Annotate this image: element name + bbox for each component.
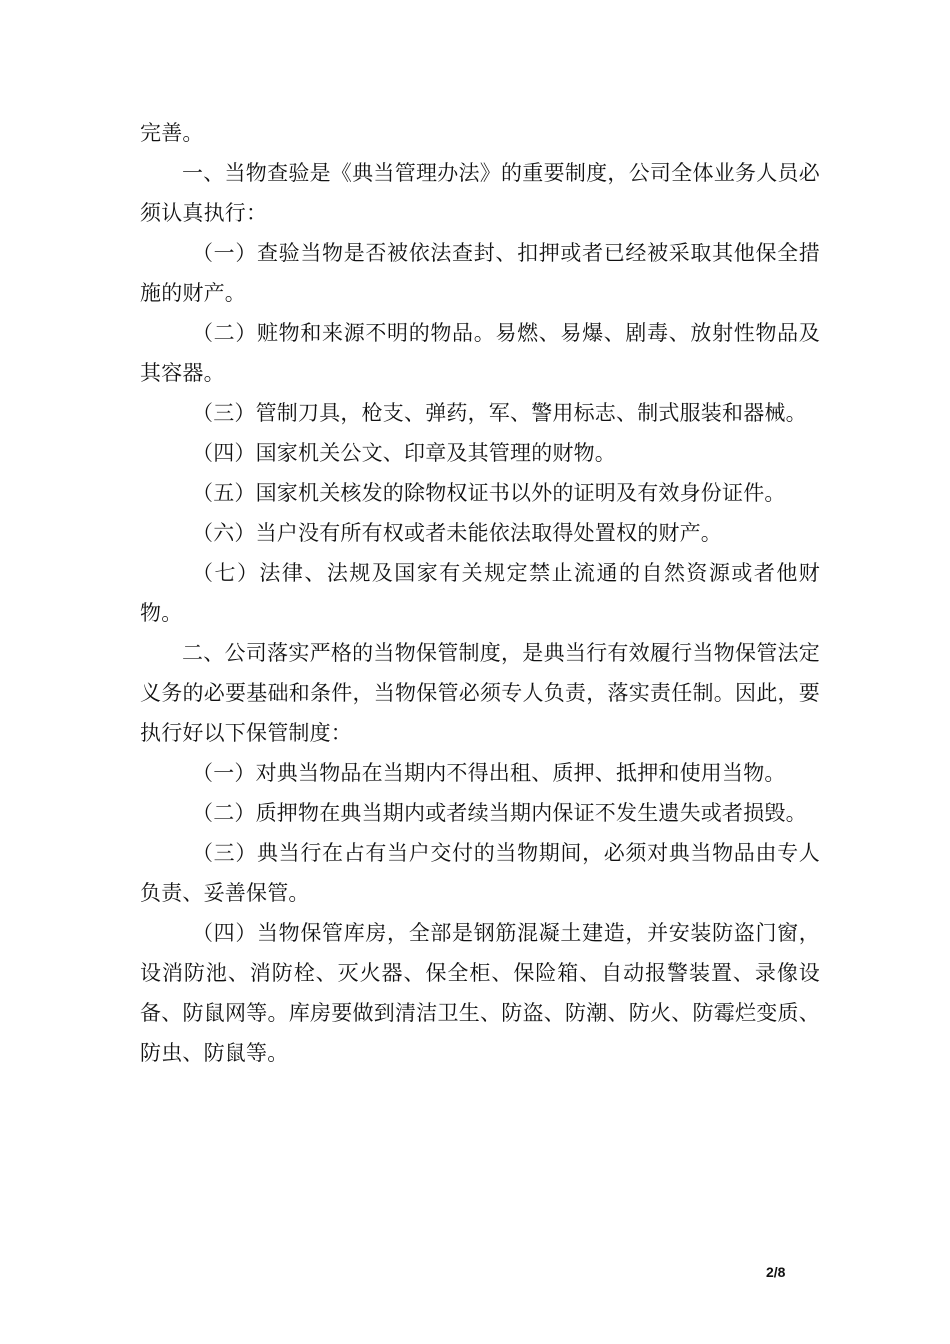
paragraph-item: （七）法律、法规及国家有关规定禁止流通的自然资源或者他财物。 [140,561,820,625]
paragraph-item: （三）管制刀具，枪支、弹药，军、警用标志、制式服装和器械。 [192,401,807,425]
paragraph-item: （五）国家机关核发的除物权证书以外的证明及有效身份证件。 [192,481,786,505]
paragraph-continuation: 完善。 [140,121,204,145]
document-body [140,113,820,1073]
paragraph-item: （二）质押物在典当期内或者续当期内保证不发生遗失或者损毁。 [192,801,807,825]
paragraph-item: （二）赃物和来源不明的物品。易燃、易爆、剧毒、放射性物品及其容器。 [140,321,820,385]
paragraph-item: （一）对典当物品在当期内不得出租、质押、抵押和使用当物。 [192,761,786,785]
page-number: 2/8 [766,1264,786,1280]
paragraph-item: （六）当户没有所有权或者未能依法取得处置权的财产。 [192,521,722,545]
paragraph-item: （四）国家机关公文、印章及其管理的财物。 [192,441,616,465]
paragraph-item: （一）查验当物是否被依法查封、扣押或者已经被采取其他保全措施的财产。 [140,241,820,305]
paragraph-item: （四）当物保管库房，全部是钢筋混凝土建造，并安装防盗门窗，设消防池、消防栓、灭火器、保全柜、保险箱、自动报警装置、录像设备、防鼠网等。库房要做到清洁卫生、防盗、防潮、防火、防霉烂变质、防虫、防鼠等。 [140,921,820,1065]
paragraph-section-one: 一、当物查验是《典当管理办法》的重要制度，公司全体业务人员必须认真执行： [140,161,820,225]
paragraph-item: （三）典当行在占有当户交付的当物期间，必须对典当物品由专人负责、妥善保管。 [140,841,820,905]
paragraph-section-two: 二、公司落实严格的当物保管制度，是典当行有效履行当物保管法定义务的必要基础和条件，当物保管必须专人负责，落实责任制。因此，要执行好以下保管制度： [140,641,820,745]
